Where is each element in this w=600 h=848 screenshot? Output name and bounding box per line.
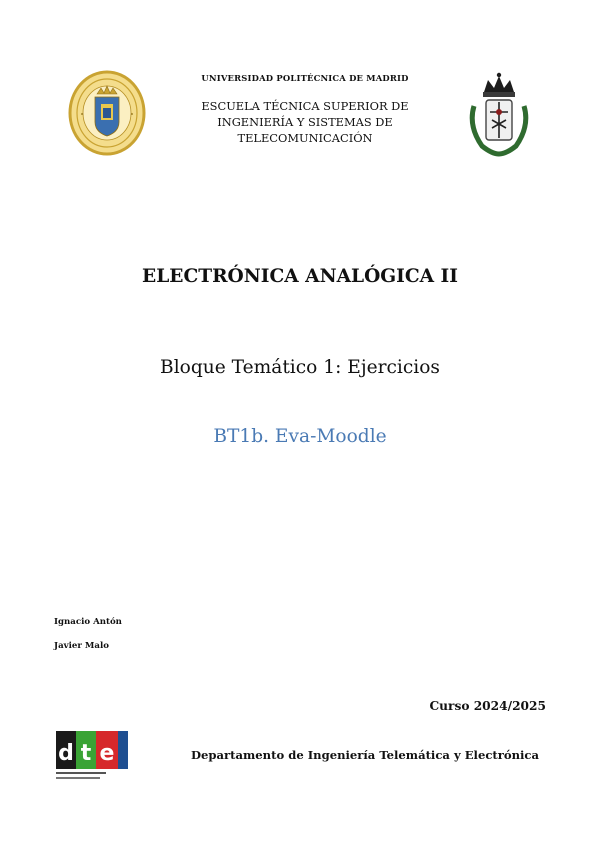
author-name: Javier Malo [54, 641, 109, 651]
academic-year: Curso 2024/2025 [429, 699, 546, 713]
block-title: Bloque Temático 1: Ejercicios [160, 357, 440, 378]
dte-logo [56, 731, 130, 783]
svg-text:d: d [58, 741, 74, 766]
school-name-line: ESCUELA TÉCNICA SUPERIOR DE [201, 99, 409, 113]
author-name: Ignacio Antón [54, 617, 122, 627]
school-name-line: INGENIERÍA Y SISTEMAS DE [217, 115, 393, 129]
department-name: Departamento de Ingeniería Telemática y Electrónica [191, 748, 539, 762]
etsi-crest-logo [462, 70, 536, 160]
svg-text:t: t [80, 741, 92, 766]
upm-seal-logo [68, 70, 146, 156]
unit-title: BT1b. Eva-Moodle [213, 426, 387, 447]
course-title: ELECTRÓNICA ANALÓGICA II [142, 266, 458, 287]
university-name: UNIVERSIDAD POLITÉCNICA DE MADRID [201, 73, 409, 83]
svg-text:e: e [99, 741, 115, 766]
school-name-line: TELECOMUNICACIÓN [237, 131, 373, 145]
school-name [170, 98, 440, 146]
